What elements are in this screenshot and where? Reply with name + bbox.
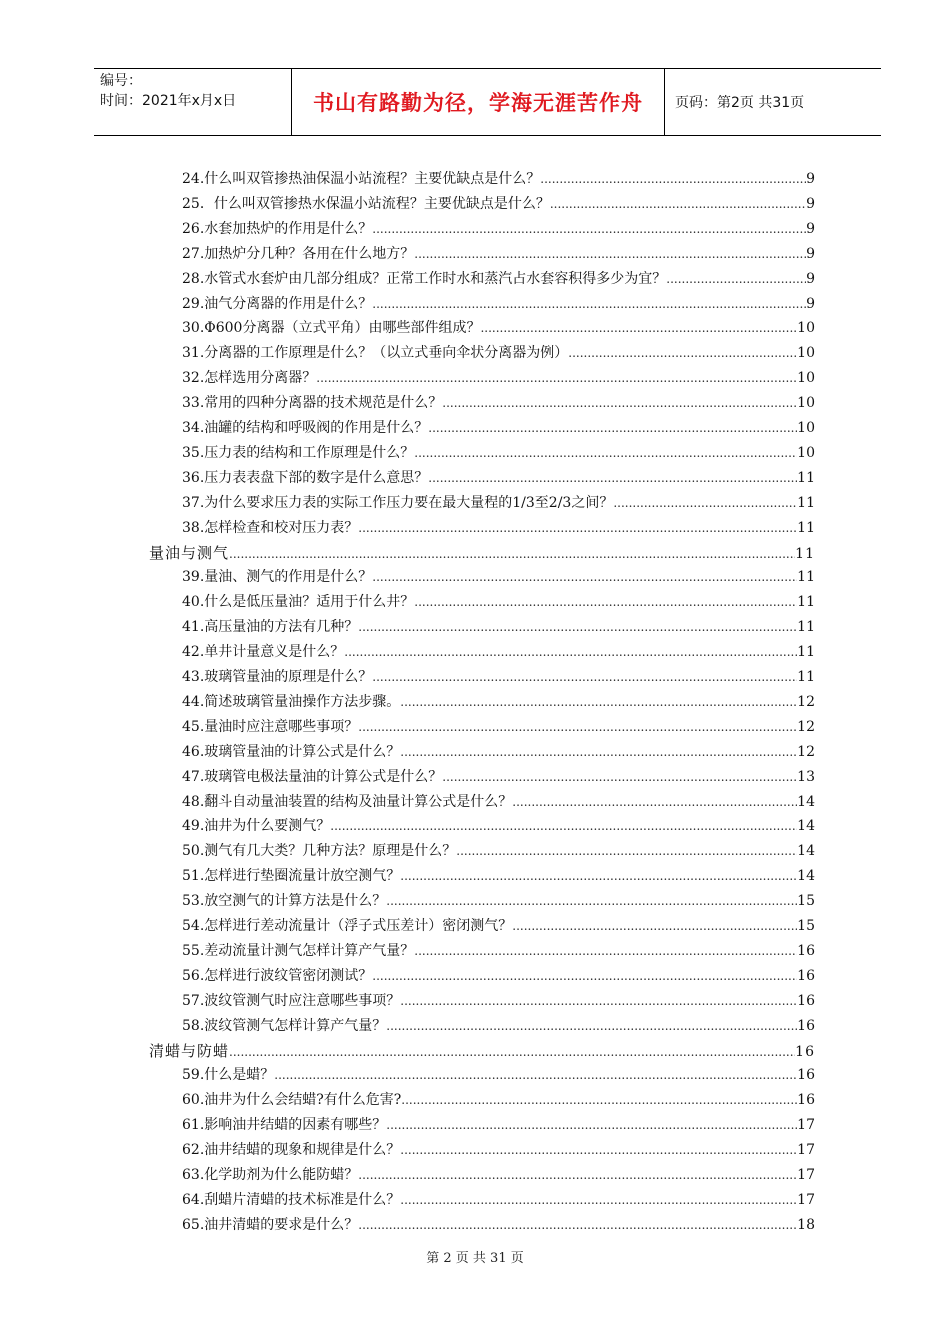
toc-leader-dots	[414, 591, 797, 613]
toc-page-number: 14	[797, 818, 815, 835]
toc-leader-dots	[386, 1015, 797, 1037]
toc-entry[interactable]	[182, 1064, 815, 1086]
toc-entry-title: 54.怎样进行差动流量计（浮子式压差计）密闭测气？	[182, 918, 513, 934]
toc-page-number: 16	[795, 1043, 815, 1060]
toc-entry-title: 62.油井结蜡的现象和规律是什么？	[182, 1142, 401, 1159]
toc-entry-title: 55.差动流量计测气怎样计算产气量？	[182, 942, 415, 959]
toc-leader-dots	[456, 840, 797, 862]
toc-page-number: 10	[797, 370, 815, 387]
toc-page-number: 16	[797, 992, 815, 1009]
toc-entry-title: 51.怎样进行垫圈流量计放空测气？	[182, 868, 401, 885]
toc-leader-dots	[414, 940, 797, 962]
toc-entry[interactable]	[182, 691, 815, 713]
toc-leader-dots	[372, 666, 797, 688]
toc-leader-dots	[386, 890, 797, 912]
toc-leader-dots	[372, 218, 806, 240]
toc-entry[interactable]	[182, 741, 815, 763]
toc-leader-dots	[428, 417, 797, 439]
toc-entry-title: 49.油井为什么要测气？	[182, 818, 331, 835]
toc-leader-dots	[414, 243, 806, 265]
page-footer: 第 2 页 共 31 页	[426, 1251, 524, 1266]
toc-page-number: 14	[797, 843, 815, 860]
toc-entry[interactable]	[182, 243, 815, 265]
page-header	[94, 68, 881, 136]
toc-entry-title: 清蜡与防蜡	[149, 1041, 230, 1060]
toc-page-number: 17	[797, 1142, 815, 1159]
toc-page-number: 11	[797, 519, 815, 536]
toc-entry-title: 24.什么叫双管掺热油保温小站流程？主要优缺点是什么？	[182, 171, 541, 187]
toc-leader-dots	[400, 1139, 797, 1161]
toc-entry[interactable]	[182, 1214, 815, 1236]
toc-leader-dots	[344, 641, 797, 663]
toc-entry[interactable]	[182, 392, 815, 414]
toc-entry[interactable]	[182, 766, 815, 788]
toc-entry[interactable]	[182, 940, 815, 962]
toc-entry-title: 43.玻璃管量油的原理是什么？	[182, 669, 373, 685]
toc-entry-title: 38.怎样检查和校对压力表？	[182, 519, 359, 536]
toc-page-number: 15	[797, 918, 815, 934]
toc-entry[interactable]	[182, 342, 815, 364]
toc-page-number: 9	[806, 195, 815, 212]
toc-entry[interactable]	[182, 566, 815, 588]
toc-leader-dots	[358, 517, 797, 539]
toc-entry[interactable]	[182, 890, 815, 912]
toc-entry-title: 37.为什么要求压力表的实际工作压力要在最大量程的1/3至2/3之间？	[182, 494, 614, 511]
toc-leader-dots	[358, 616, 797, 638]
header-page-label: 页码：第2页 共31页	[675, 95, 805, 111]
toc-entry[interactable]	[182, 990, 815, 1012]
toc-entry-title: 42.单井计量意义是什么？	[182, 644, 345, 661]
toc-page-number: 16	[797, 1092, 815, 1109]
toc-entry[interactable]	[182, 791, 815, 813]
toc-entry-title: 64.刮蜡片清蜡的技术标准是什么？	[182, 1191, 401, 1208]
toc-page-number: 17	[797, 1117, 815, 1134]
toc-page-number: 11	[797, 469, 815, 486]
toc-entry-title: 45.量油时应注意哪些事项？	[182, 718, 359, 735]
toc-page-number: 12	[797, 718, 815, 735]
toc-entry-title: 26.水套加热炉的作用是什么？	[182, 220, 373, 237]
toc-entry[interactable]	[182, 268, 815, 290]
toc-entry-title: 27.加热炉分几种？各用在什么地方？	[182, 245, 415, 262]
toc-page-number: 9	[806, 171, 815, 187]
toc-leader-dots	[400, 865, 797, 887]
toc-entry-title: 34.油罐的结构和呼吸阀的作用是什么？	[182, 420, 429, 436]
toc-leader-dots	[512, 915, 797, 937]
toc-entry-title: 32.怎样选用分离器？	[182, 370, 317, 387]
toc-entry[interactable]	[182, 417, 815, 439]
toc-entry-title: 58.波纹管测气怎样计算产气量？	[182, 1017, 387, 1034]
toc-entry[interactable]	[182, 1089, 815, 1111]
toc-page-number: 17	[797, 1191, 815, 1208]
toc-entry[interactable]	[182, 591, 815, 613]
toc-page-number: 12	[797, 693, 815, 710]
toc-entry[interactable]	[182, 1164, 815, 1186]
toc-entry[interactable]	[182, 815, 815, 837]
toc-leader-dots	[480, 317, 797, 339]
toc-leader-dots	[358, 716, 797, 738]
toc-page-number: 14	[797, 793, 815, 810]
toc-entry[interactable]	[182, 1139, 815, 1161]
toc-entry[interactable]	[182, 317, 815, 339]
toc-entry[interactable]	[182, 293, 815, 315]
toc-section-heading[interactable]	[149, 542, 815, 564]
toc-section-heading[interactable]	[149, 1040, 815, 1062]
toc-page-number: 11	[797, 619, 815, 636]
toc-entry-title: 36.压力表表盘下部的数字是什么意思？	[182, 469, 429, 486]
toc-page-number: 9	[806, 295, 815, 312]
toc-leader-dots	[400, 1189, 797, 1211]
toc-entry[interactable]	[182, 492, 815, 514]
toc-leader-dots	[550, 193, 806, 215]
toc-leader-dots	[512, 791, 797, 813]
toc-entry[interactable]	[182, 218, 815, 240]
toc-leader-dots	[229, 543, 795, 565]
toc-entry[interactable]	[182, 442, 815, 464]
toc-entry-title: 56.怎样进行波纹管密闭测试？	[182, 967, 373, 984]
toc-entry[interactable]	[182, 517, 815, 539]
toc-page-number: 10	[797, 320, 815, 337]
toc-page-number: 18	[797, 1216, 815, 1233]
toc-entry[interactable]	[182, 1015, 815, 1037]
toc-page-number: 15	[797, 893, 815, 910]
toc-entry[interactable]	[182, 965, 815, 987]
toc-page-number: 11	[797, 569, 815, 586]
toc-entry-title: 35.压力表的结构和工作原理是什么？	[182, 444, 415, 461]
toc-leader-dots	[274, 1064, 797, 1086]
toc-entry-title: 57.波纹管测气时应注意哪些事项？	[182, 992, 401, 1009]
toc-entry-title: 40.什么是低压量油？适用于什么井？	[182, 594, 415, 611]
toc-leader-dots	[372, 965, 797, 987]
toc-page-number: 11	[795, 545, 815, 562]
toc-page-number: 16	[797, 942, 815, 959]
toc-entry-title: 31.分离器的工作原理是什么？（以立式垂向伞状分离器为例）	[182, 345, 569, 362]
toc-page-number: 16	[797, 967, 815, 984]
toc-entry-title: 41.高压量油的方法有几种？	[182, 619, 359, 636]
toc-leader-dots	[442, 766, 797, 788]
toc-leader-dots	[372, 293, 806, 315]
toc-page-number: 12	[797, 743, 815, 760]
toc-leader-dots	[229, 1041, 795, 1063]
toc-page-number: 16	[797, 1067, 815, 1084]
toc-page-number: 9	[806, 220, 815, 237]
toc-entry[interactable]	[182, 168, 815, 190]
toc-entry-title: 28.水管式水套炉由几部分组成？正常工作时水和蒸汽占水套容积得多少为宜？	[182, 270, 667, 287]
toc-entry[interactable]	[182, 193, 815, 215]
toc-entry-title: 61.影响油井结蜡的因素有哪些？	[182, 1117, 387, 1134]
toc-page-number: 14	[797, 868, 815, 885]
toc-page-number: 10	[797, 345, 815, 362]
toc-leader-dots	[540, 168, 806, 190]
toc-entry[interactable]	[182, 1114, 815, 1136]
toc-page-number: 11	[797, 494, 815, 511]
toc-entry-title: 46.玻璃管量油的计算公式是什么？	[182, 743, 401, 760]
header-meta	[94, 69, 292, 135]
toc-leader-dots	[400, 990, 797, 1012]
toc-page-number: 10	[797, 444, 815, 461]
toc-entry[interactable]	[182, 467, 815, 489]
toc-page-number: 10	[797, 420, 815, 436]
toc-entry[interactable]	[182, 716, 815, 738]
toc-entry-title: 50.测气有几大类？几种方法？原理是什么？	[182, 843, 457, 860]
toc-leader-dots	[613, 492, 797, 514]
toc-leader-dots	[358, 1164, 797, 1186]
toc-leader-dots	[401, 1089, 797, 1111]
toc-entry-title: 29.油气分离器的作用是什么？	[182, 295, 373, 312]
toc-entry[interactable]	[182, 915, 815, 937]
toc-entry-title: 39.量油、测气的作用是什么？	[182, 569, 373, 586]
toc-entry[interactable]	[182, 865, 815, 887]
toc-entry-title: 48.翻斗自动量油装置的结构及油量计算公式是什么？	[182, 793, 513, 810]
toc-entry-title: 63.化学助剂为什么能防蜡？	[182, 1167, 359, 1183]
toc-entry-title: 33.常用的四种分离器的技术规范是什么？	[182, 395, 443, 412]
toc-entry[interactable]	[182, 1189, 815, 1211]
toc-leader-dots	[358, 1214, 797, 1236]
toc-page-number: 11	[797, 669, 815, 685]
toc-leader-dots	[666, 268, 806, 290]
toc-page-number: 10	[797, 395, 815, 412]
toc-entry-title: 30.Φ600分离器（立式平角）由哪些部件组成？	[182, 320, 481, 337]
toc-entry-title: 44.简述玻璃管量油操作方法步骤。	[182, 693, 401, 710]
toc-entry-title: 量油与测气	[149, 543, 230, 562]
toc-entry-title: 25．什么叫双管掺热水保温小站流程？主要优缺点是什么？	[182, 195, 550, 212]
toc-leader-dots	[400, 691, 797, 713]
toc-leader-dots	[316, 367, 797, 389]
toc-page-number: 13	[797, 768, 815, 785]
toc-entry-title: 65.油井清蜡的要求是什么？	[182, 1216, 359, 1233]
toc-entry[interactable]	[182, 666, 815, 688]
toc-entry-title: 60.油井为什么会结蜡?有什么危害?	[182, 1092, 402, 1109]
toc-leader-dots	[400, 741, 797, 763]
toc-leader-dots	[568, 342, 797, 364]
toc-leader-dots	[330, 815, 797, 837]
toc-page-number: 9	[806, 245, 815, 262]
document-time-label: 时间：2021年x月x日	[100, 93, 237, 109]
toc-entry-title: 53.放空测气的计算方法是什么？	[182, 893, 387, 910]
toc-leader-dots	[414, 442, 797, 464]
toc-page-number: 9	[806, 270, 815, 287]
toc-leader-dots	[386, 1114, 797, 1136]
toc-page-number: 17	[797, 1167, 815, 1183]
document-number-label: 编号：	[100, 73, 142, 89]
toc-leader-dots	[428, 467, 797, 489]
toc-entry[interactable]	[182, 367, 815, 389]
toc-leader-dots	[442, 392, 797, 414]
toc-page-number: 16	[797, 1017, 815, 1034]
toc-page-number: 11	[797, 644, 815, 661]
toc-entry[interactable]	[182, 641, 815, 663]
header-motto: 书山有路勤为径，学海无涯苦作舟	[292, 69, 665, 135]
toc-entry[interactable]	[182, 840, 815, 862]
toc-entry[interactable]	[182, 616, 815, 638]
toc-leader-dots	[372, 566, 797, 588]
toc-entry-title: 47.玻璃管电极法量油的计算公式是什么？	[182, 768, 443, 785]
toc-entry-title: 59.什么是蜡？	[182, 1067, 275, 1084]
toc-page-number: 11	[797, 594, 815, 611]
